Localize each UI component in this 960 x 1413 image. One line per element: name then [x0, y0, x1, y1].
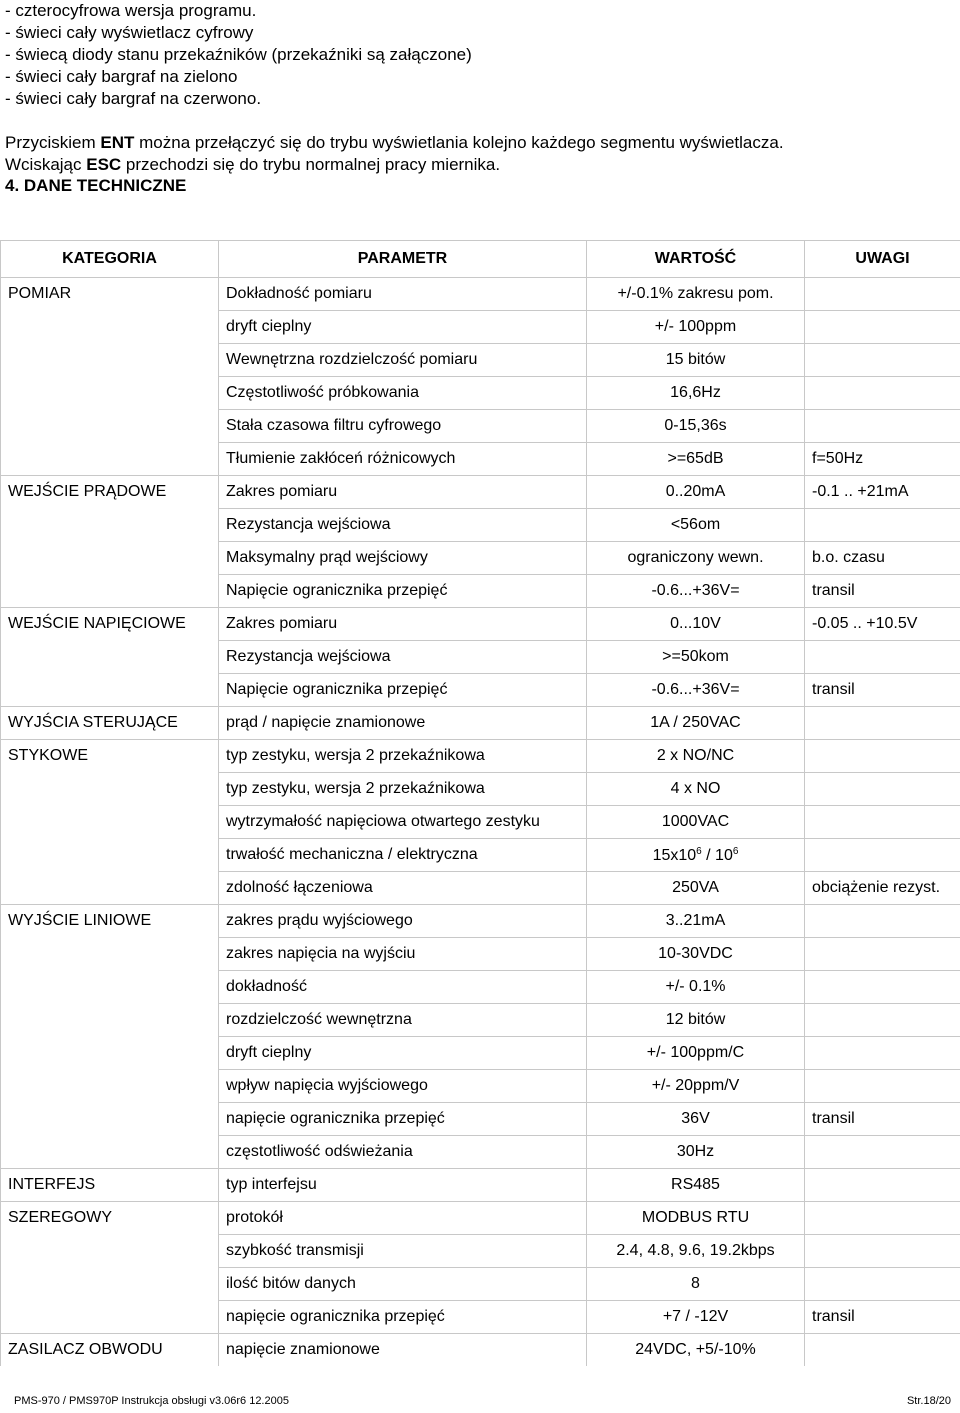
text-span: Wciskając: [5, 155, 87, 174]
key-ent: ENT: [100, 133, 135, 152]
category-cell: [1, 641, 219, 674]
header-value: WARTOŚĆ: [587, 241, 805, 278]
value-cell: 4 x NO: [587, 773, 805, 806]
table-row: [1, 1334, 960, 1367]
parameter-cell: typ zestyku, wersja 2 przekaźnikowa: [219, 740, 587, 773]
table-row: [1, 509, 960, 542]
parameter-cell: wytrzymałość napięciowa otwartego zestyku: [219, 806, 587, 839]
bullet-line: - świecą diody stanu przekaźników (przekaźniki są załączone): [5, 45, 472, 64]
notes-cell: [805, 410, 960, 443]
table-row: [1, 1169, 960, 1202]
notes-cell: -0.05 .. +10.5V: [805, 608, 960, 641]
table-row: [1, 1103, 960, 1136]
table-row: [1, 806, 960, 839]
parameter-cell: szybkość transmisji: [219, 1235, 587, 1268]
table-row: [1, 344, 960, 377]
value-cell: >=65dB: [587, 443, 805, 476]
category-cell: [1, 1103, 219, 1136]
notes-cell: obciążenie rezyst.: [805, 872, 960, 905]
table-row: [1, 1136, 960, 1169]
parameter-cell: dryft cieplny: [219, 311, 587, 344]
table-row: [1, 938, 960, 971]
category-cell: SZEREGOWY: [1, 1202, 219, 1235]
ent-paragraph: [5, 132, 960, 154]
value-cell: 30Hz: [587, 1136, 805, 1169]
value-cell: 1A / 250VAC: [587, 707, 805, 740]
value-cell: 2.4, 4.8, 9.6, 19.2kbps: [587, 1235, 805, 1268]
category-cell: [1, 344, 219, 377]
parameter-cell: napięcie ogranicznika przepięć: [219, 1301, 587, 1334]
notes-cell: [805, 938, 960, 971]
table-row: [1, 773, 960, 806]
table-row: [1, 377, 960, 410]
table-row: [1, 872, 960, 905]
parameter-cell: Maksymalny prąd wejściowy: [219, 542, 587, 575]
text-span: Przyciskiem: [5, 133, 101, 152]
table-row: [1, 1301, 960, 1334]
exponent: 6: [696, 845, 702, 857]
notes-cell: transil: [805, 1301, 960, 1334]
category-cell: WYJŚCIA STERUJĄCE: [1, 707, 219, 740]
value-cell: 12 bitów: [587, 1004, 805, 1037]
notes-cell: [805, 1037, 960, 1070]
parameter-cell: Zakres pomiaru: [219, 476, 587, 509]
notes-cell: [805, 905, 960, 938]
parameter-cell: typ interfejsu: [219, 1169, 587, 1202]
parameter-cell: dryft cieplny: [219, 1037, 587, 1070]
notes-cell: [805, 641, 960, 674]
value-cell: 1000VAC: [587, 806, 805, 839]
bullet-line: - świeci cały bargraf na zielono: [5, 67, 238, 86]
table-row: [1, 476, 960, 509]
value-cell: RS485: [587, 1169, 805, 1202]
parameter-cell: rozdzielczość wewnętrzna: [219, 1004, 587, 1037]
notes-cell: [805, 1268, 960, 1301]
notes-cell: [805, 773, 960, 806]
notes-cell: [805, 1202, 960, 1235]
category-cell: [1, 311, 219, 344]
parameter-cell: zdolność łączeniowa: [219, 872, 587, 905]
parameter-cell: ilość bitów danych: [219, 1268, 587, 1301]
category-cell: ZASILACZ OBWODU: [1, 1334, 219, 1367]
category-cell: WYJŚCIE LINIOWE: [1, 905, 219, 938]
value-cell: 8: [587, 1268, 805, 1301]
page-footer: [14, 1395, 951, 1407]
table-row: [1, 278, 960, 311]
table-row: [1, 971, 960, 1004]
table-row: [1, 311, 960, 344]
parameter-cell: prąd / napięcie znamionowe: [219, 707, 587, 740]
value-cell: 0..20mA: [587, 476, 805, 509]
table-body: [1, 278, 960, 1367]
parameter-cell: Tłumienie zakłóceń różnicowych: [219, 443, 587, 476]
category-cell: [1, 542, 219, 575]
parameter-cell: protokół: [219, 1202, 587, 1235]
table-row: [1, 674, 960, 707]
value-cell: >=50kom: [587, 641, 805, 674]
technical-data-table: [0, 240, 960, 1366]
table-row: [1, 641, 960, 674]
bullet-line: - czterocyfrowa wersja programu.: [5, 1, 257, 20]
parameter-cell: Częstotliwość próbkowania: [219, 377, 587, 410]
notes-cell: transil: [805, 674, 960, 707]
parameter-cell: napięcie ogranicznika przepięć: [219, 1103, 587, 1136]
value-cell: +7 / -12V: [587, 1301, 805, 1334]
parameter-cell: zakres napięcia na wyjściu: [219, 938, 587, 971]
header-category: KATEGORIA: [1, 241, 219, 278]
notes-cell: [805, 839, 960, 872]
table-header-row: [1, 241, 960, 278]
text-span: przechodzi się do trybu normalnej pracy miernika.: [121, 155, 501, 174]
value-cell: 3..21mA: [587, 905, 805, 938]
parameter-cell: trwałość mechaniczna / elektryczna: [219, 839, 587, 872]
parameter-cell: częstotliwość odświeżania: [219, 1136, 587, 1169]
value-cell: +/- 100ppm/C: [587, 1037, 805, 1070]
parameter-cell: typ zestyku, wersja 2 przekaźnikowa: [219, 773, 587, 806]
category-cell: [1, 872, 219, 905]
category-cell: [1, 1136, 219, 1169]
notes-cell: [805, 707, 960, 740]
category-cell: [1, 1268, 219, 1301]
category-cell: INTERFEJS: [1, 1169, 219, 1202]
section-title: 4. DANE TECHNICZNE: [5, 176, 187, 195]
parameter-cell: Dokładność pomiaru: [219, 278, 587, 311]
bullet-line: - świeci cały bargraf na czerwono.: [5, 89, 262, 108]
value-cell: 250VA: [587, 872, 805, 905]
category-cell: [1, 1235, 219, 1268]
notes-cell: [805, 1235, 960, 1268]
table-row: [1, 1004, 960, 1037]
category-cell: [1, 410, 219, 443]
value-cell: +/-0.1% zakresu pom.: [587, 278, 805, 311]
parameter-cell: Napięcie ogranicznika przepięć: [219, 575, 587, 608]
value-cell: -0.6...+36V=: [587, 575, 805, 608]
table-row: [1, 410, 960, 443]
notes-cell: [805, 1004, 960, 1037]
header-parameter: PARAMETR: [219, 241, 587, 278]
value-cell: $15x10^6 / 10^6$: [587, 839, 805, 872]
parameter-cell: Rezystancja wejściowa: [219, 641, 587, 674]
category-cell: [1, 839, 219, 872]
value-cell: 2 x NO/NC: [587, 740, 805, 773]
text-span: można przełączyć się do trybu wyświetlania kolejno każdego segmentu wyświetlacza.: [134, 133, 784, 152]
category-cell: [1, 971, 219, 1004]
footer-doc-info: PMS-970 / PMS970P Instrukcja obsługi v3.06r6 12.2005: [14, 1395, 289, 1407]
value-cell: +/- 20ppm/V: [587, 1070, 805, 1103]
category-cell: [1, 806, 219, 839]
value-cell: 15 bitów: [587, 344, 805, 377]
parameter-cell: Rezystancja wejściowa: [219, 509, 587, 542]
table-row: [1, 1268, 960, 1301]
notes-cell: [805, 278, 960, 311]
notes-cell: transil: [805, 1103, 960, 1136]
table-row: [1, 1070, 960, 1103]
parameter-cell: Wewnętrzna rozdzielczość pomiaru: [219, 344, 587, 377]
notes-cell: transil: [805, 575, 960, 608]
category-cell: [1, 377, 219, 410]
parameter-cell: napięcie znamionowe: [219, 1334, 587, 1367]
notes-cell: [805, 1070, 960, 1103]
category-cell: [1, 575, 219, 608]
value-cell: ograniczony wewn.: [587, 542, 805, 575]
notes-cell: -0.1 .. +21mA: [805, 476, 960, 509]
notes-cell: [805, 311, 960, 344]
value-cell: <56om: [587, 509, 805, 542]
category-cell: WEJŚCIE PRĄDOWE: [1, 476, 219, 509]
category-cell: STYKOWE: [1, 740, 219, 773]
value-cell: 0-15,36s: [587, 410, 805, 443]
table-row: [1, 839, 960, 872]
bullet-line: - świeci cały wyświetlacz cyfrowy: [5, 23, 254, 42]
notes-cell: [805, 344, 960, 377]
page-number: Str.18/20: [906, 1395, 951, 1407]
parameter-cell: Napięcie ogranicznika przepięć: [219, 674, 587, 707]
parameter-cell: Stała czasowa filtru cyfrowego: [219, 410, 587, 443]
table-row: [1, 542, 960, 575]
notes-cell: [805, 806, 960, 839]
category-cell: POMIAR: [1, 278, 219, 311]
value-cell: +/- 100ppm: [587, 311, 805, 344]
intro-text: [5, 0, 960, 176]
text-span: / 10: [701, 846, 733, 864]
notes-cell: b.o. czasu: [805, 542, 960, 575]
notes-cell: [805, 509, 960, 542]
category-cell: WEJŚCIE NAPIĘCIOWE: [1, 608, 219, 641]
notes-cell: [805, 377, 960, 410]
category-cell: [1, 509, 219, 542]
value-cell: 0...10V: [587, 608, 805, 641]
category-cell: [1, 1301, 219, 1334]
value-cell: MODBUS RTU: [587, 1202, 805, 1235]
table-row: [1, 740, 960, 773]
value-cell: -0.6...+36V=: [587, 674, 805, 707]
parameter-cell: wpływ napięcia wyjściowego: [219, 1070, 587, 1103]
table-row: [1, 707, 960, 740]
parameter-cell: dokładność: [219, 971, 587, 1004]
parameter-cell: zakres prądu wyjściowego: [219, 905, 587, 938]
category-cell: [1, 938, 219, 971]
table-row: [1, 1037, 960, 1070]
table-row: [1, 1235, 960, 1268]
category-cell: [1, 443, 219, 476]
value-cell: +/- 0.1%: [587, 971, 805, 1004]
esc-paragraph: [5, 154, 960, 176]
notes-cell: [805, 971, 960, 1004]
table-row: [1, 443, 960, 476]
key-esc: ESC: [86, 155, 122, 174]
header-notes: UWAGI: [805, 241, 960, 278]
category-cell: [1, 1004, 219, 1037]
parameter-cell: Zakres pomiaru: [219, 608, 587, 641]
notes-cell: [805, 1136, 960, 1169]
table-row: [1, 1202, 960, 1235]
category-cell: [1, 1037, 219, 1070]
notes-cell: [805, 1334, 960, 1367]
notes-cell: [805, 740, 960, 773]
table-row: [1, 608, 960, 641]
value-cell: 36V: [587, 1103, 805, 1136]
table-row: [1, 575, 960, 608]
notes-cell: [805, 1169, 960, 1202]
category-cell: [1, 674, 219, 707]
category-cell: [1, 1070, 219, 1103]
notes-cell: f=50Hz: [805, 443, 960, 476]
exponent: 6: [732, 845, 739, 857]
value-cell: 24VDC, +5/-10%: [587, 1334, 805, 1367]
table-row: [1, 905, 960, 938]
category-cell: [1, 773, 219, 806]
value-cell: 10-30VDC: [587, 938, 805, 971]
value-cell: 16,6Hz: [587, 377, 805, 410]
